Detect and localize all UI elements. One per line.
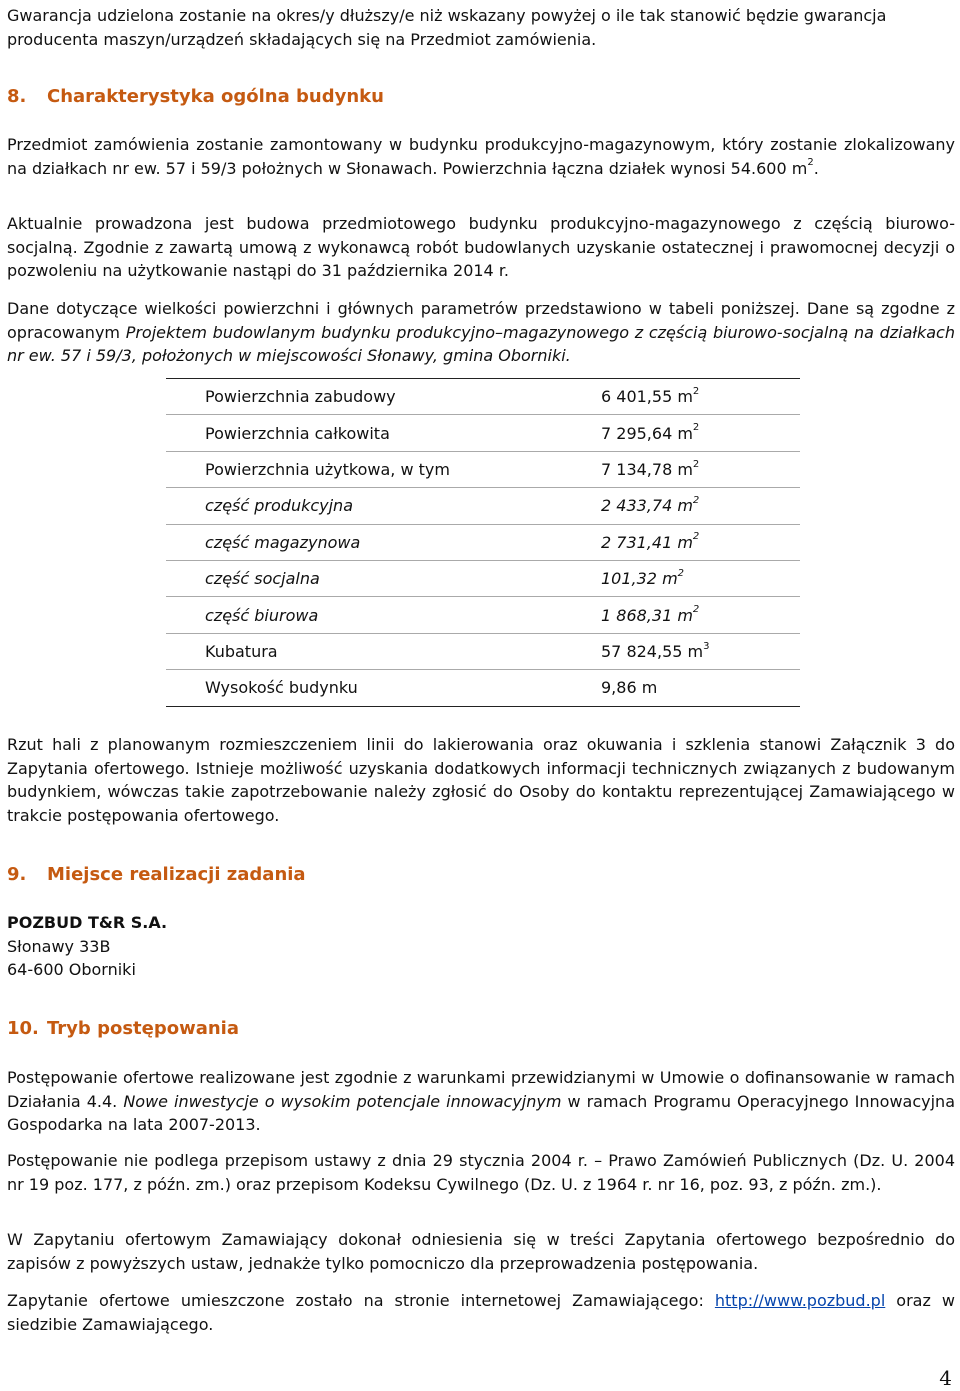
param-label: część socjalna: [166, 560, 555, 596]
section-8-p1-end: .: [813, 158, 819, 178]
param-label: Kubatura: [166, 633, 555, 669]
section-8-p3-italic: Projektem budowlanym budynku produkcyjno–magazynowego z częścią biurowo-socjalną na działkach nr ew. 57 i 59/3, położonych w miejscowości Słonawy, gmina Oborniki.: [7, 322, 955, 365]
param-value: 2 433,74 $m^2$: [555, 488, 800, 524]
param-value: 7 134,78 $m^2$: [555, 451, 800, 487]
building-parameters-table: [166, 378, 800, 707]
table-row: [166, 415, 800, 451]
param-label: część biurowa: [166, 597, 555, 633]
section-8-number: 8.: [7, 86, 27, 107]
page-number: 4: [939, 1366, 952, 1390]
param-label: Powierzchnia użytkowa, w tym: [166, 451, 555, 487]
company-name: POZBUD T&R S.A.: [7, 913, 168, 932]
param-value: 101,32 $m^2$: [555, 560, 800, 596]
section-10-title: Tryb postępowania: [47, 1018, 239, 1039]
section-10-paragraph-2: Postępowanie nie podlega przepisom ustawy z dnia 29 stycznia 2004 r. – Prawo Zamówień Publicznych (Dz. U. 2004 nr 19 poz. 177, z późn. zm.) oraz przepisom Kodeksu Cywilnego (Dz. U. z 1964 r. nr 16, poz. 93, z późn. zm.).: [7, 1151, 955, 1194]
param-value: 57 824,55 $m^3$: [555, 633, 800, 669]
section-10-paragraph-3: W Zapytaniu ofertowym Zamawiający dokonał odniesienia się w treści Zapytania ofertowego bezpośrednio do zapisów z powyższych ustaw, jednakże tylko pomocniczo dla przeprowadzenia postępowania.: [7, 1230, 955, 1273]
company-city: 64-600 Oborniki: [7, 960, 136, 979]
table-row: [166, 670, 800, 706]
param-value: 2 731,41 $m^2$: [555, 524, 800, 560]
table-row: [166, 560, 800, 596]
section-8-heading: [7, 85, 955, 109]
intro-line-1: Gwarancja udzielona zostanie na okres/y dłuższy/e niż wskazany powyżej o ile tak stanowić będzie gwarancja: [7, 6, 887, 25]
table-row: [166, 379, 800, 415]
table-row: [166, 524, 800, 560]
table-row: [166, 597, 800, 633]
company-street: Słonawy 33B: [7, 936, 111, 956]
section-8-paragraph-3: [7, 297, 955, 368]
param-value: 1 868,31 $m^2$: [555, 597, 800, 633]
section-8-paragraph-4: Rzut hali z planowanym rozmieszczeniem linii do lakierowania oraz okuwania i szklenia stanowi Załącznik 3 do Zapytania ofertowego. Istnieje możliwość uzyskania dodatkowych informacji technicznych związanych z budowanym budynkiem, wówczas takie zapotrzebowanie należy zgłosić do Osoby do kontaktu reprezentującej Zamawiającego w trakcie postępowania ofertowego.: [7, 735, 955, 825]
param-label: część produkcyjna: [166, 488, 555, 524]
table-row: [166, 633, 800, 669]
param-label: Powierzchnia zabudowy: [166, 379, 555, 415]
param-label: Powierzchnia całkowita: [166, 415, 555, 451]
address-block: [7, 911, 955, 982]
section-10-p1-italic: Nowe inwestycje o wysokim potencjale innowacyjnym: [123, 1091, 562, 1111]
section-8-p3-text: Dane dotyczące wielkości powierzchni i głównych parametrów przedstawiono w tabeli poniższej. Dane są zgodne z opracowanym: [7, 299, 955, 342]
section-10-paragraph-1: [7, 1066, 955, 1137]
table-row: [166, 451, 800, 487]
section-9-title: Miejsce realizacji zadania: [47, 864, 306, 885]
param-label: Wysokość budynku: [166, 670, 555, 706]
param-value: 7 295,64 $m^2$: [555, 415, 800, 451]
section-10-p4-text: Zapytanie ofertowe umieszczone zostało na stronie internetowej Zamawiającego:: [7, 1291, 715, 1310]
section-8-paragraph-1: [7, 133, 955, 180]
section-10-p1-end: w ramach Programu Operacyjnego Innowacyjna Gospodarka na lata 2007-2013.: [7, 1091, 956, 1134]
company-website-link[interactable]: http://www.pozbud.pl: [714, 1291, 886, 1310]
section-10-p4-end: oraz w siedzibie Zamawiającego.: [7, 1291, 956, 1334]
section-8-p1-text: Przedmiot zamówienia zostanie zamontowany w budynku produkcyjno-magazynowym, który zostanie zlokalizowany na działkach nr ew. 57 i 59/3 położnych w Słonawach. Powierzchnia łączna działek wynosi 54.600 m: [7, 135, 955, 178]
section-10-heading: [7, 1017, 955, 1041]
param-value: 6 401,55 $m^2$: [555, 379, 800, 415]
area-superscript: 2: [807, 157, 814, 169]
section-9-number: 9.: [7, 864, 27, 885]
section-10-paragraph-4: [7, 1289, 955, 1336]
section-9-heading: [7, 863, 955, 887]
section-8-title: Charakterystyka ogólna budynku: [47, 86, 384, 107]
intro-line-2: producenta maszyn/urządzeń składających się na Przedmiot zamówienia.: [7, 29, 597, 49]
section-10-p1-text: Postępowanie ofertowe realizowane jest zgodnie z warunkami przewidzianymi w Umowie o dofinansowanie w ramach Działania 4.4.: [7, 1068, 955, 1111]
intro-paragraph: [7, 4, 955, 51]
param-label: część magazynowa: [166, 524, 555, 560]
section-8-paragraph-2: Aktualnie prowadzona jest budowa przedmiotowego budynku produkcyjno-magazynowego z częścią biurowo-socjalną. Zgodnie z zawartą umową z wykonawcą robót budowlanych uzyskanie ostatecznej i prawomocnej decyzji o pozwoleniu na użytkowanie nastąpi do 31 października 2014 r.: [7, 214, 955, 280]
section-10-number: 10.: [7, 1018, 39, 1039]
table-row: [166, 488, 800, 524]
param-value: 9,86 m: [555, 670, 800, 706]
